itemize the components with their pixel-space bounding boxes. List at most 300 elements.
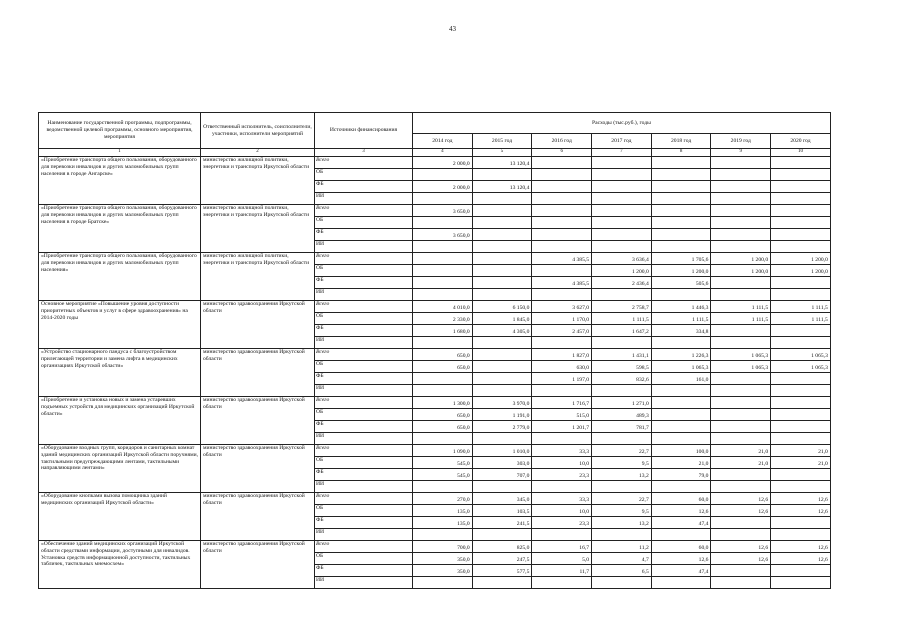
amount-cell xyxy=(413,373,473,385)
executor-cell: министерство жилищной политики, энергетики и транспорта Иркутской области xyxy=(201,253,315,301)
amount-cell xyxy=(532,217,592,229)
funding-source-cell: ИИ xyxy=(315,241,413,253)
amount-cell xyxy=(532,289,592,301)
amount-cell: 47,4 xyxy=(651,565,711,577)
executor-cell: министерство здравоохранения Иркутской области xyxy=(201,541,315,589)
amount-cell xyxy=(413,265,473,277)
column-number: 1 xyxy=(39,149,201,157)
amount-cell: 650,0 xyxy=(413,409,473,421)
amount-cell: 12,6 xyxy=(711,505,771,517)
amount-cell xyxy=(711,181,771,193)
amount-cell: 505,6 xyxy=(651,277,711,289)
program-name-cell: «Приобретение транспорта общего пользования, оборудованного для перевозки инвалидов и других маломобильных групп населения» xyxy=(39,253,201,301)
funding-source-cell: ФБ xyxy=(315,373,413,385)
funding-source-cell: ОБ xyxy=(315,457,413,469)
funding-source-cell: Всего xyxy=(315,541,413,553)
amount-cell xyxy=(651,433,711,445)
amount-cell xyxy=(532,433,592,445)
amount-cell: 3 650,0 xyxy=(413,229,473,241)
amount-cell xyxy=(771,373,831,385)
amount-cell: 1 197,0 xyxy=(532,373,592,385)
amount-cell xyxy=(771,529,831,541)
amount-cell: 3 636,4 xyxy=(592,253,652,265)
header-year: 2017 год xyxy=(592,134,652,149)
amount-cell xyxy=(413,529,473,541)
amount-cell xyxy=(413,337,473,349)
funding-source-cell: ФБ xyxy=(315,181,413,193)
amount-cell xyxy=(651,397,711,409)
amount-cell xyxy=(651,229,711,241)
amount-cell xyxy=(592,529,652,541)
amount-cell: 2 330,0 xyxy=(413,313,473,325)
amount-cell xyxy=(771,421,831,433)
amount-cell xyxy=(532,337,592,349)
amount-cell xyxy=(592,181,652,193)
amount-cell xyxy=(472,529,532,541)
amount-cell: 23,3 xyxy=(532,517,592,529)
amount-cell xyxy=(771,481,831,493)
amount-cell: 2 457,0 xyxy=(532,325,592,337)
amount-cell xyxy=(472,253,532,265)
amount-cell xyxy=(532,169,592,181)
amount-cell: 1 200,0 xyxy=(711,265,771,277)
amount-cell: 832,6 xyxy=(592,373,652,385)
program-name-cell: «Приобретение транспорта общего пользования, оборудованного для перевозки инвалидов и других маломобильных групп населения в городе Братске» xyxy=(39,205,201,253)
amount-cell: 345,0 xyxy=(472,493,532,505)
amount-cell: 22,7 xyxy=(592,445,652,457)
amount-cell: 825,0 xyxy=(472,541,532,553)
amount-cell: 4 305,0 xyxy=(472,325,532,337)
amount-cell: 1 200,0 xyxy=(592,265,652,277)
executor-cell: министерство здравоохранения Иркутской области xyxy=(201,493,315,541)
amount-cell: 650,0 xyxy=(413,361,473,373)
amount-cell: 2 000,0 xyxy=(413,181,473,193)
amount-cell: 1 191,0 xyxy=(472,409,532,421)
table-row xyxy=(39,253,831,265)
header-year: 2018 год xyxy=(651,134,711,149)
program-name-cell: «Приобретение транспорта общего пользования, оборудованного для перевозки инвалидов и других маломобильных групп населения в городе Ангарске» xyxy=(39,157,201,205)
program-name-cell: «Приобретение и установка новых и замена устаревших подъемных устройств для медицинских организаций Иркутской области» xyxy=(39,397,201,445)
table-row xyxy=(39,301,831,313)
amount-cell: 13 120,4 xyxy=(472,181,532,193)
amount-cell: 21,0 xyxy=(711,457,771,469)
amount-cell xyxy=(771,289,831,301)
table-row xyxy=(39,541,831,553)
amount-cell: 1 065,3 xyxy=(771,349,831,361)
executor-cell: министерство жилищной политики, энергетики и транспорта Иркутской области xyxy=(201,157,315,205)
amount-cell xyxy=(592,577,652,589)
amount-cell: 1 111,5 xyxy=(771,301,831,313)
funding-source-cell: Всего xyxy=(315,253,413,265)
amount-cell xyxy=(472,193,532,205)
program-name-cell: «Устройство стационарного пандуса с благоустройством прилегающей территории и замена лифта в медицинских организациях Иркутской области» xyxy=(39,349,201,397)
amount-cell xyxy=(771,157,831,169)
funding-source-cell: Всего xyxy=(315,397,413,409)
amount-cell: 12,6 xyxy=(651,505,711,517)
executor-cell: министерство здравоохранения Иркутской области xyxy=(201,349,315,397)
column-number: 3 xyxy=(315,149,413,157)
amount-cell xyxy=(711,217,771,229)
funding-source-cell: ФБ xyxy=(315,277,413,289)
amount-cell: 11,2 xyxy=(592,541,652,553)
amount-cell: 1 200,0 xyxy=(771,253,831,265)
amount-cell xyxy=(592,481,652,493)
amount-cell: 1 446,3 xyxy=(651,301,711,313)
amount-cell xyxy=(711,409,771,421)
amount-cell xyxy=(651,217,711,229)
amount-cell xyxy=(771,469,831,481)
column-number: 7 xyxy=(592,149,652,157)
amount-cell: 9,5 xyxy=(592,505,652,517)
table-row xyxy=(39,445,831,457)
amount-cell: 4 010,0 xyxy=(413,301,473,313)
funding-source-cell: ИИ xyxy=(315,481,413,493)
amount-cell: 135,0 xyxy=(413,505,473,517)
amount-cell: 12,6 xyxy=(711,553,771,565)
funding-source-cell: ФБ xyxy=(315,565,413,577)
amount-cell: 4 385,5 xyxy=(532,277,592,289)
amount-cell xyxy=(711,577,771,589)
amount-cell xyxy=(651,157,711,169)
header-year: 2016 год xyxy=(532,134,592,149)
amount-cell: 12,6 xyxy=(771,541,831,553)
amount-cell xyxy=(711,433,771,445)
amount-cell: 12,6 xyxy=(711,493,771,505)
amount-cell: 12,6 xyxy=(711,541,771,553)
funding-source-cell: Всего xyxy=(315,301,413,313)
funding-source-cell: ОБ xyxy=(315,553,413,565)
amount-cell: 700,0 xyxy=(413,541,473,553)
amount-cell xyxy=(771,205,831,217)
amount-cell xyxy=(532,193,592,205)
amount-cell xyxy=(472,577,532,589)
amount-cell: 1 111,5 xyxy=(651,313,711,325)
amount-cell xyxy=(711,517,771,529)
amount-cell xyxy=(651,577,711,589)
amount-cell: 1 090,0 xyxy=(413,445,473,457)
program-name-cell: Основное мероприятие «Повышение уровня доступности приоритетных объектов и услуг в сфере здравоохранения» на 2014-2020 годы xyxy=(39,301,201,349)
amount-cell xyxy=(472,361,532,373)
page-number: 43 xyxy=(449,25,456,33)
amount-cell: 23,3 xyxy=(532,469,592,481)
amount-cell xyxy=(771,241,831,253)
amount-cell xyxy=(592,193,652,205)
amount-cell xyxy=(711,229,771,241)
amount-cell xyxy=(532,229,592,241)
amount-cell xyxy=(592,157,652,169)
funding-source-cell: Всего xyxy=(315,493,413,505)
funding-source-cell: ОБ xyxy=(315,265,413,277)
table-row xyxy=(39,157,831,169)
table-row xyxy=(39,493,831,505)
amount-cell: 22,7 xyxy=(592,493,652,505)
amount-cell xyxy=(532,181,592,193)
amount-cell xyxy=(771,337,831,349)
amount-cell: 1 111,5 xyxy=(771,313,831,325)
amount-cell xyxy=(472,433,532,445)
funding-source-cell: ОБ xyxy=(315,505,413,517)
amount-cell: 79,0 xyxy=(651,469,711,481)
amount-cell xyxy=(592,217,652,229)
amount-cell xyxy=(592,385,652,397)
amount-cell: 270,0 xyxy=(413,493,473,505)
amount-cell xyxy=(592,433,652,445)
amount-cell: 13,2 xyxy=(592,469,652,481)
amount-cell xyxy=(413,217,473,229)
funding-source-cell: ОБ xyxy=(315,169,413,181)
amount-cell: 303,0 xyxy=(472,457,532,469)
column-number: 6 xyxy=(532,149,592,157)
amount-cell: 3 627,0 xyxy=(532,301,592,313)
amount-cell: 1 111,5 xyxy=(592,313,652,325)
amount-cell: 350,0 xyxy=(413,553,473,565)
amount-cell xyxy=(413,277,473,289)
amount-cell xyxy=(651,169,711,181)
amount-cell: 60,0 xyxy=(651,493,711,505)
funding-source-cell: ИИ xyxy=(315,193,413,205)
amount-cell: 1 716,7 xyxy=(532,397,592,409)
amount-cell: 1 201,7 xyxy=(532,421,592,433)
amount-cell xyxy=(413,481,473,493)
amount-cell: 515,0 xyxy=(532,409,592,421)
amount-cell: 1 111,5 xyxy=(711,313,771,325)
table-row xyxy=(39,349,831,361)
amount-cell xyxy=(592,169,652,181)
amount-cell xyxy=(771,277,831,289)
amount-cell xyxy=(532,157,592,169)
amount-cell xyxy=(771,325,831,337)
amount-cell xyxy=(472,289,532,301)
amount-cell xyxy=(651,421,711,433)
amount-cell xyxy=(592,205,652,217)
column-number: 4 xyxy=(413,149,473,157)
amount-cell xyxy=(651,385,711,397)
executor-cell: министерство жилищной политики, энергетики и транспорта Иркутской области xyxy=(201,205,315,253)
amount-cell xyxy=(651,337,711,349)
amount-cell xyxy=(771,565,831,577)
amount-cell: 21,0 xyxy=(771,457,831,469)
table-row xyxy=(39,397,831,409)
amount-cell: 1 065,3 xyxy=(711,349,771,361)
amount-cell: 334,8 xyxy=(651,325,711,337)
amount-cell: 1 845,0 xyxy=(472,313,532,325)
amount-cell xyxy=(413,577,473,589)
amount-cell: 1 065,3 xyxy=(771,361,831,373)
amount-cell xyxy=(651,181,711,193)
amount-cell xyxy=(413,385,473,397)
amount-cell: 11,7 xyxy=(532,565,592,577)
amount-cell xyxy=(771,229,831,241)
amount-cell: 47,4 xyxy=(651,517,711,529)
amount-cell: 161,0 xyxy=(651,373,711,385)
executor-cell: министерство здравоохранения Иркутской области xyxy=(201,445,315,493)
header-expenses: Расходы (тыс.руб.), годы xyxy=(413,113,831,134)
amount-cell: 12,6 xyxy=(771,553,831,565)
amount-cell xyxy=(472,277,532,289)
funding-source-cell: ИИ xyxy=(315,433,413,445)
amount-cell: 1 065,3 xyxy=(711,361,771,373)
amount-cell xyxy=(651,205,711,217)
amount-cell xyxy=(472,229,532,241)
header-program-name: Наименование государственной программы, подпрограммы, ведомственной целевой программы, основного мероприятия, мероприятия xyxy=(39,113,201,149)
amount-cell xyxy=(651,409,711,421)
program-name-cell: «Обеспечение зданий медицинских организаций Иркутской области средствами информации, доступными для инвалидов. Установка средств информационной доступности, тактильных табличек, тактильных мнемосхем» xyxy=(39,541,201,589)
executor-cell: министерство здравоохранения Иркутской области xyxy=(201,301,315,349)
funding-source-cell: ИИ xyxy=(315,577,413,589)
amount-cell: 545,0 xyxy=(413,457,473,469)
funding-source-cell: ФБ xyxy=(315,517,413,529)
amount-cell: 1 827,0 xyxy=(532,349,592,361)
program-name-cell: «Оборудование входных групп, коридоров и санитарных комнат зданий медицинских организаций Иркутской области поручнями, тактильными предупреждающими лентами, тактильными направляющими лентами» xyxy=(39,445,201,493)
header-executor: Ответственный исполнитель, соисполнители, участники, исполнители мероприятий xyxy=(201,113,315,149)
amount-cell: 707,0 xyxy=(472,469,532,481)
amount-cell: 1 111,5 xyxy=(711,301,771,313)
amount-cell: 630,0 xyxy=(532,361,592,373)
amount-cell: 1 010,0 xyxy=(472,445,532,457)
amount-cell xyxy=(472,481,532,493)
executor-cell: министерство здравоохранения Иркутской области xyxy=(201,397,315,445)
amount-cell: 100,0 xyxy=(651,445,711,457)
amount-cell xyxy=(472,385,532,397)
amount-cell xyxy=(472,205,532,217)
funding-source-cell: ОБ xyxy=(315,361,413,373)
amount-cell: 2 779,0 xyxy=(472,421,532,433)
amount-cell: 33,3 xyxy=(532,445,592,457)
amount-cell: 4,7 xyxy=(592,553,652,565)
header-year: 2015 год xyxy=(472,134,532,149)
column-number: 5 xyxy=(472,149,532,157)
amount-cell xyxy=(532,577,592,589)
amount-cell: 577,5 xyxy=(472,565,532,577)
amount-cell: 2 758,7 xyxy=(592,301,652,313)
amount-cell xyxy=(651,481,711,493)
amount-cell: 1 431,1 xyxy=(592,349,652,361)
amount-cell: 10,0 xyxy=(532,457,592,469)
amount-cell: 13,2 xyxy=(592,517,652,529)
column-number: 8 xyxy=(651,149,711,157)
amount-cell: 21,0 xyxy=(771,445,831,457)
amount-cell xyxy=(711,205,771,217)
amount-cell xyxy=(413,169,473,181)
funding-source-cell: ФБ xyxy=(315,421,413,433)
amount-cell: 781,7 xyxy=(592,421,652,433)
amount-cell xyxy=(711,469,771,481)
amount-cell xyxy=(771,169,831,181)
funding-source-cell: ОБ xyxy=(315,313,413,325)
table-body xyxy=(39,157,831,589)
amount-cell xyxy=(472,349,532,361)
amount-cell xyxy=(592,229,652,241)
amount-cell: 6 150,0 xyxy=(472,301,532,313)
amount-cell xyxy=(711,565,771,577)
amount-cell xyxy=(413,289,473,301)
amount-cell xyxy=(651,529,711,541)
program-name-cell: «Оборудование кнопками вызова помощника зданий медицинских организаций Иркутской области» xyxy=(39,493,201,541)
amount-cell: 9,5 xyxy=(592,457,652,469)
funding-source-cell: Всего xyxy=(315,205,413,217)
amount-cell xyxy=(532,241,592,253)
funding-source-cell: ОБ xyxy=(315,217,413,229)
amount-cell xyxy=(711,337,771,349)
amount-cell: 3 650,0 xyxy=(413,205,473,217)
amount-cell: 103,5 xyxy=(472,505,532,517)
budget-table xyxy=(38,112,831,589)
table-row xyxy=(39,205,831,217)
amount-cell: 3 970,0 xyxy=(472,397,532,409)
amount-cell: 350,0 xyxy=(413,565,473,577)
amount-cell xyxy=(532,265,592,277)
funding-source-cell: Всего xyxy=(315,157,413,169)
amount-cell: 13 120,4 xyxy=(472,157,532,169)
amount-cell xyxy=(711,169,771,181)
amount-cell xyxy=(711,421,771,433)
amount-cell: 5,0 xyxy=(532,553,592,565)
amount-cell xyxy=(771,193,831,205)
amount-cell: 650,0 xyxy=(413,349,473,361)
amount-cell: 1 170,0 xyxy=(532,313,592,325)
amount-cell: 12,6 xyxy=(771,493,831,505)
funding-source-cell: ИИ xyxy=(315,337,413,349)
amount-cell xyxy=(711,529,771,541)
amount-cell xyxy=(771,433,831,445)
amount-cell xyxy=(711,277,771,289)
amount-cell xyxy=(711,157,771,169)
amount-cell: 60,0 xyxy=(651,541,711,553)
amount-cell: 12,6 xyxy=(771,505,831,517)
amount-cell xyxy=(532,385,592,397)
amount-cell: 598,5 xyxy=(592,361,652,373)
amount-cell: 2 000,0 xyxy=(413,157,473,169)
amount-cell: 241,5 xyxy=(472,517,532,529)
amount-cell xyxy=(711,193,771,205)
header-year: 2020 год xyxy=(771,134,831,149)
amount-cell xyxy=(771,409,831,421)
amount-cell xyxy=(472,265,532,277)
header-funding-source: Источники финансирования xyxy=(315,113,413,149)
amount-cell xyxy=(651,289,711,301)
amount-cell xyxy=(472,337,532,349)
funding-source-cell: ИИ xyxy=(315,289,413,301)
amount-cell xyxy=(711,373,771,385)
amount-cell: 1 065,3 xyxy=(651,361,711,373)
amount-cell xyxy=(711,397,771,409)
amount-cell xyxy=(472,217,532,229)
amount-cell xyxy=(413,241,473,253)
amount-cell xyxy=(413,433,473,445)
amount-cell xyxy=(651,241,711,253)
column-number: 9 xyxy=(711,149,771,157)
amount-cell: 489,3 xyxy=(592,409,652,421)
funding-source-cell: ФБ xyxy=(315,469,413,481)
amount-cell xyxy=(413,253,473,265)
amount-cell xyxy=(472,241,532,253)
amount-cell xyxy=(472,169,532,181)
header-year: 2014 год xyxy=(413,134,473,149)
amount-cell xyxy=(472,373,532,385)
amount-cell xyxy=(771,181,831,193)
amount-cell: 247,5 xyxy=(472,553,532,565)
amount-cell: 1 647,2 xyxy=(592,325,652,337)
amount-cell: 2 436,4 xyxy=(592,277,652,289)
amount-cell: 1 200,0 xyxy=(771,265,831,277)
amount-cell: 1 300,0 xyxy=(413,397,473,409)
amount-cell xyxy=(711,325,771,337)
funding-source-cell: ФБ xyxy=(315,229,413,241)
column-number: 10 xyxy=(771,149,831,157)
amount-cell: 545,0 xyxy=(413,469,473,481)
amount-cell: 10,0 xyxy=(532,505,592,517)
funding-source-cell: Всего xyxy=(315,445,413,457)
